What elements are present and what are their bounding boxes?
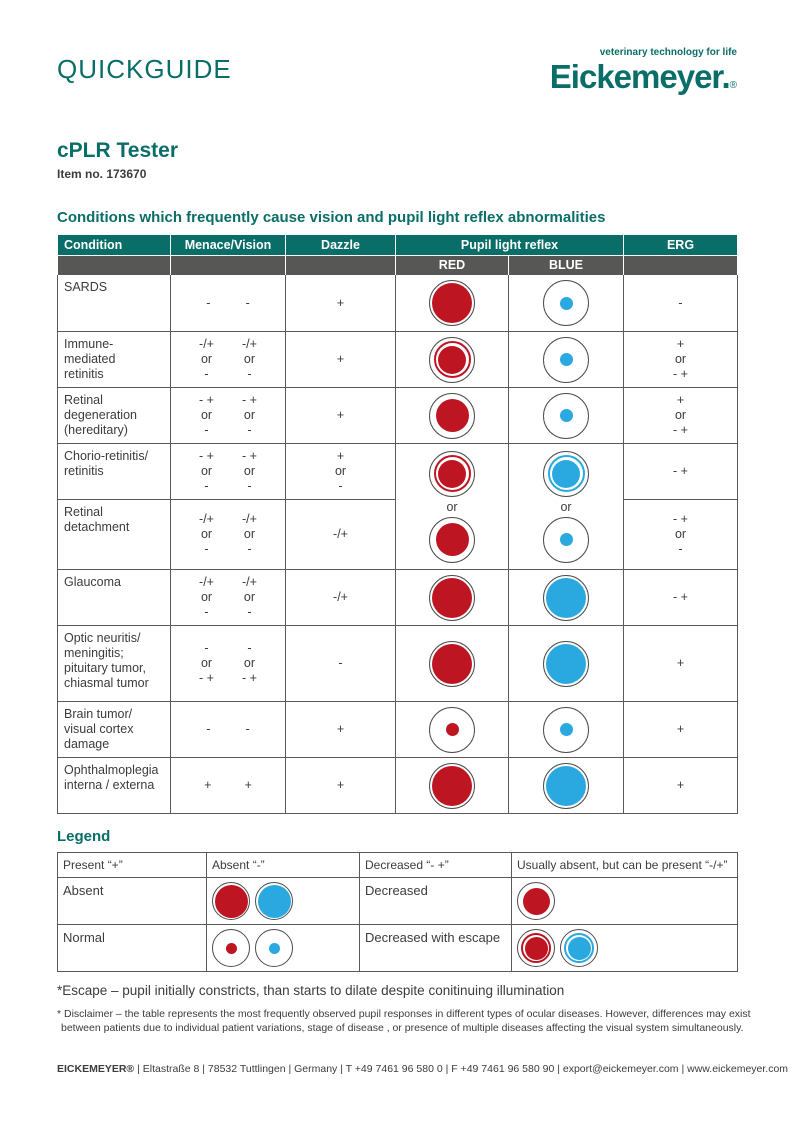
dazzle-cell	[286, 332, 396, 388]
vision-values: -	[245, 722, 250, 736]
erg-values: + or - +	[673, 393, 688, 437]
table-row	[58, 275, 738, 332]
erg-values: - +	[673, 590, 688, 604]
brand-wordmark	[550, 60, 737, 93]
dazzle-values: -	[338, 656, 343, 670]
dazzle-values: +	[336, 778, 345, 792]
blue-pupil-normal-icon	[543, 517, 589, 563]
menace-vision-cell	[171, 332, 286, 388]
legend-header-row	[58, 853, 738, 878]
red-pupil-escape-icon	[517, 929, 555, 967]
col-header-dazzle: Dazzle	[286, 235, 396, 256]
registered-mark: ®	[729, 80, 737, 91]
menace-vision-cell	[171, 626, 286, 702]
dazzle-values: +	[336, 408, 345, 422]
escape-ring	[434, 455, 471, 492]
product-block	[57, 139, 737, 181]
condition-cell	[58, 444, 171, 500]
blue-pupil-absent-icon	[255, 882, 293, 920]
vision-values: -	[245, 295, 250, 310]
red-pupil-absent-icon	[429, 575, 475, 621]
menace-vision-cell	[171, 444, 286, 500]
erg-cell	[624, 388, 738, 444]
erg-values: - +	[673, 464, 688, 478]
red-pupil-absent-icon	[212, 882, 250, 920]
footer-contact-info: | Eltastraße 8 | 78532 Tuttlingen | Germany | T +49 7461 96 580 0 | F +49 7461 96 580 90 | export@eickemeyer.com | www.eickemeyer.com	[134, 1063, 789, 1075]
header-row-main	[58, 235, 738, 256]
table-row	[58, 702, 738, 758]
disclaimer-line: * Disclaimer – the table represents the most frequently observed pupil responses in different types of ocular diseases. However, differences may exist	[57, 1008, 751, 1020]
menace-vision-cell	[171, 570, 286, 626]
dazzle-values: -/+	[333, 590, 348, 604]
menace-values: -/+ or -	[199, 337, 214, 381]
legend-icons-cell	[207, 878, 360, 925]
condition-cell	[58, 332, 171, 388]
escape-ring	[548, 455, 585, 492]
dazzle-values: + or -	[334, 449, 347, 493]
erg-cell	[624, 626, 738, 702]
blue-pupil-cell	[509, 388, 624, 444]
menace-vision-cell	[171, 275, 286, 332]
brand-logo	[550, 48, 737, 93]
condition-label: SARDS	[64, 280, 108, 294]
col-header-menace-vision: Menace/Vision	[171, 235, 286, 256]
vision-values: - + or -	[242, 393, 257, 437]
dazzle-cell	[286, 570, 396, 626]
blue-pupil-absent-icon	[543, 763, 589, 809]
vision-values: - + or -	[242, 449, 257, 493]
blue-pupil-absent-icon	[543, 641, 589, 687]
red-pupil-escape-icon	[429, 451, 475, 497]
product-title: cPLR Tester	[57, 139, 178, 162]
escape-ring	[434, 341, 471, 378]
condition-label: Immune-mediated retinitis	[64, 337, 116, 381]
dazzle-values: -/+	[333, 527, 348, 541]
menace-values: -	[206, 722, 211, 736]
subheader-empty	[58, 256, 171, 275]
legend-title: Legend	[57, 828, 111, 845]
red-pupil-cell	[396, 332, 509, 388]
blue-pupil-absent-icon	[543, 575, 589, 621]
legend-header-usually-absent: Usually absent, but can be present “-/+”	[512, 853, 738, 878]
legend-label: Decreased	[360, 878, 512, 925]
condition-label: Optic neuritis/ meningitis; pituitary tumor, chiasmal tumor	[64, 631, 149, 690]
footer-brand: EICKEMEYER®	[57, 1063, 135, 1075]
menace-vision-cell	[171, 500, 286, 570]
subheader-blue: BLUE	[509, 256, 624, 275]
blue-pupil-cell	[509, 444, 624, 570]
menace-values: - or - +	[199, 641, 214, 685]
table-row	[58, 758, 738, 814]
legend-row	[58, 878, 738, 925]
menace-vision-cell	[171, 758, 286, 814]
menace-values: -/+ or -	[199, 512, 214, 556]
menace-vision-cell	[171, 702, 286, 758]
dazzle-cell	[286, 758, 396, 814]
red-pupil-cell	[396, 444, 509, 570]
escape-ring	[521, 933, 551, 963]
dazzle-cell	[286, 626, 396, 702]
vision-values: -/+ or -	[242, 337, 257, 381]
section-title: Conditions which frequently cause vision and pupil light reflex abnormalities	[57, 209, 606, 226]
legend-label: Decreased with escape	[360, 925, 512, 972]
condition-cell	[58, 500, 171, 570]
table-row	[58, 570, 738, 626]
footnote-escape: *Escape – pupil initially constricts, than starts to dilate despite conitinuing illumination	[57, 983, 565, 998]
erg-cell	[624, 758, 738, 814]
subheader-empty	[171, 256, 286, 275]
erg-values: + or - +	[673, 337, 688, 381]
blue-pupil-escape-icon	[543, 451, 589, 497]
erg-values: -	[678, 295, 683, 310]
blue-pupil-normal-icon	[543, 280, 589, 326]
dazzle-cell	[286, 500, 396, 570]
legend-icons-cell	[207, 925, 360, 972]
condition-cell	[58, 626, 171, 702]
blue-pupil-normal-icon	[255, 929, 293, 967]
dazzle-cell	[286, 275, 396, 332]
blue-pupil-escape-icon	[560, 929, 598, 967]
red-pupil-decreased-icon	[429, 393, 475, 439]
quickguide-title: QUICKGUIDE	[57, 54, 232, 84]
erg-cell	[624, 444, 738, 500]
conditions-table-head	[58, 235, 738, 275]
blue-pupil-cell	[509, 332, 624, 388]
condition-label: Ophthalmoplegia interna / externa	[64, 763, 159, 792]
erg-cell	[624, 275, 738, 332]
blue-pupil-cell	[509, 758, 624, 814]
condition-cell	[58, 388, 171, 444]
col-header-erg: ERG	[624, 235, 738, 256]
condition-label: Retinal degeneration (hereditary)	[64, 393, 137, 437]
condition-label: Glaucoma	[64, 575, 121, 589]
condition-cell	[58, 758, 171, 814]
subheader-red: RED	[396, 256, 509, 275]
menace-vision-cell	[171, 388, 286, 444]
legend-header-present: Present “+”	[58, 853, 207, 878]
legend-table-body	[58, 878, 738, 972]
erg-cell	[624, 332, 738, 388]
brand-tagline: veterinary technology for life	[599, 47, 737, 58]
vision-values: +	[244, 778, 252, 792]
subheader-empty	[624, 256, 738, 275]
legend-label: Normal	[58, 925, 207, 972]
blue-pupil-normal-icon	[543, 337, 589, 383]
table-row	[58, 444, 738, 500]
legend-table-head	[58, 853, 738, 878]
erg-cell	[624, 500, 738, 570]
red-pupil-escape-icon	[429, 337, 475, 383]
subheader-empty	[286, 256, 396, 275]
erg-values: +	[676, 722, 685, 736]
condition-cell	[58, 702, 171, 758]
condition-label: Brain tumor/ visual cortex damage	[64, 707, 134, 751]
red-pupil-decreased-icon	[429, 517, 475, 563]
conditions-table	[57, 234, 738, 814]
red-pupil-cell	[396, 275, 509, 332]
vision-values: -/+ or -	[242, 575, 257, 619]
escape-ring	[564, 933, 594, 963]
or-label: or	[560, 499, 572, 514]
dazzle-values: +	[336, 722, 345, 736]
dazzle-cell	[286, 702, 396, 758]
table-row	[58, 626, 738, 702]
condition-label: Retinal detachment	[64, 505, 130, 534]
red-pupil-cell	[396, 388, 509, 444]
erg-values: +	[676, 778, 685, 792]
red-pupil-normal-icon	[429, 707, 475, 753]
red-pupil-absent-icon	[429, 763, 475, 809]
erg-values: +	[676, 656, 685, 670]
red-pupil-normal-icon	[212, 929, 250, 967]
red-pupil-decreased-icon	[517, 882, 555, 920]
blue-pupil-cell	[509, 275, 624, 332]
red-pupil-cell	[396, 626, 509, 702]
footnote-disclaimer	[57, 1008, 751, 1035]
vision-values: - or - +	[242, 641, 257, 685]
table-row	[58, 388, 738, 444]
dazzle-values: +	[336, 295, 345, 310]
conditions-table-body	[58, 275, 738, 814]
col-header-pupil-light-reflex: Pupil light reflex	[396, 235, 624, 256]
menace-values: -/+ or -	[199, 575, 214, 619]
menace-values: - + or -	[199, 393, 214, 437]
page-header	[57, 0, 737, 93]
legend-icons-cell	[512, 925, 738, 972]
red-pupil-absent-icon	[429, 641, 475, 687]
or-label: or	[446, 499, 458, 514]
dazzle-values: +	[336, 352, 345, 366]
col-header-condition: Condition	[58, 235, 171, 256]
erg-cell	[624, 702, 738, 758]
blue-pupil-cell	[509, 626, 624, 702]
blue-pupil-normal-icon	[543, 393, 589, 439]
table-row	[58, 332, 738, 388]
legend-header-absent: Absent “-”	[207, 853, 360, 878]
legend-icons-cell	[512, 878, 738, 925]
red-pupil-cell	[396, 570, 509, 626]
page-footer	[57, 1063, 788, 1075]
blue-pupil-cell	[509, 570, 624, 626]
blue-pupil-normal-icon	[543, 707, 589, 753]
menace-values: +	[204, 778, 212, 792]
disclaimer-line: between patients due to individual patient variations, stage of disease , or presence of multiple diseases affecting the visual system simultaneously.	[61, 1021, 744, 1034]
menace-values: -	[206, 295, 211, 310]
condition-cell	[58, 275, 171, 332]
item-number: Item no. 173670	[57, 167, 147, 181]
red-pupil-cell	[396, 758, 509, 814]
legend-label: Absent	[58, 878, 207, 925]
brand-name: Eickemeyer.	[549, 58, 730, 95]
erg-cell	[624, 570, 738, 626]
legend-table	[57, 852, 738, 972]
dazzle-cell	[286, 444, 396, 500]
condition-cell	[58, 570, 171, 626]
menace-values: - + or -	[199, 449, 214, 493]
red-pupil-cell	[396, 702, 509, 758]
header-row-sub	[58, 256, 738, 275]
vision-values: -/+ or -	[242, 512, 257, 556]
red-pupil-absent-icon	[429, 280, 475, 326]
blue-pupil-cell	[509, 702, 624, 758]
condition-label: Chorio-retinitis/ retinitis	[64, 449, 149, 478]
dazzle-cell	[286, 388, 396, 444]
legend-header-decreased: Decreased “- +”	[360, 853, 512, 878]
erg-values: - + or -	[673, 512, 688, 556]
legend-row	[58, 925, 738, 972]
